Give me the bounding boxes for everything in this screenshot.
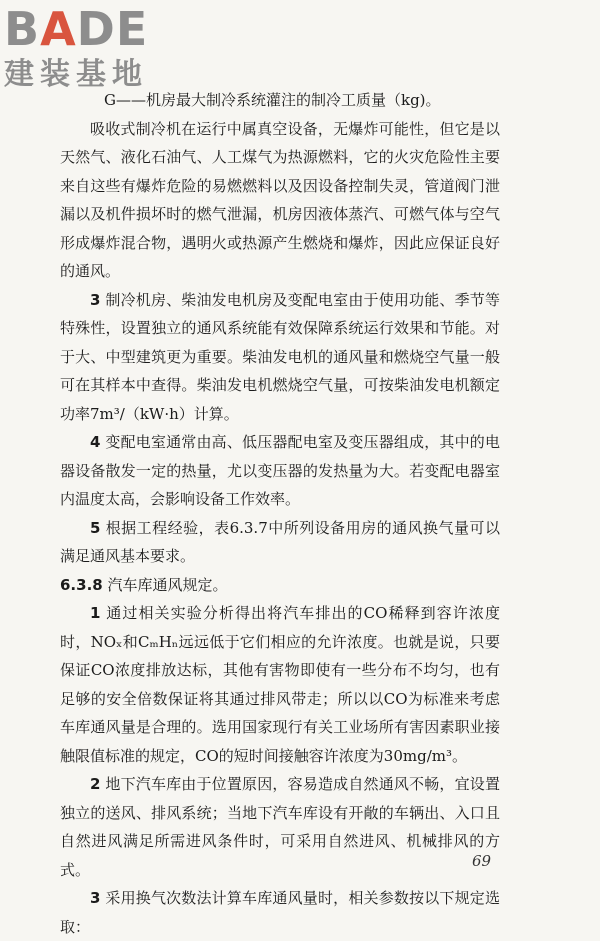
item-3-air-change-method xyxy=(60,884,500,941)
item-number: 3 xyxy=(90,290,101,309)
clause-title: 汽车库通风规定。 xyxy=(107,575,228,594)
paragraph-text: G——机房最大制冷系统灌注的制冷工质量（kg)。 xyxy=(104,91,441,109)
item-number: 3 xyxy=(90,889,101,907)
item-2-underground-garage xyxy=(60,770,500,884)
paragraph-text: 根据工程经验，表6.3.7中所列设备用房的通风换气量可以满足通风基本要求。 xyxy=(60,518,500,565)
paragraph-text: 变配电室通常由高、低压器配电室及变压器组成，其中的电器设备散发一定的热量，尤以变压器的发热量为大。若变配电器室内温度太高，会影响设备工作效率。 xyxy=(60,433,500,508)
page-number: 69 xyxy=(472,852,492,870)
paragraph-text: 制冷机房、柴油发电机房及变配电室由于使用功能、季节等特殊性，设置独立的通风系统能有效保障系统运行效果和节能。对于大、中型建筑更为重要。柴油发电机的通风量和燃烧空气量一般可在其样本中查得。柴油发电机燃烧空气量，可按柴油发电机额定功率7m³/（kW·h）计算。 xyxy=(60,290,500,423)
clause-6-3-8-heading xyxy=(60,571,500,600)
logo-latin xyxy=(4,4,184,54)
logo-chinese-text: 建装基地 xyxy=(4,57,148,92)
paragraph-absorption-chiller xyxy=(60,115,500,286)
item-number: 4 xyxy=(90,433,101,451)
paragraph-text: 通过相关实验分析得出将汽车排出的CO稀释到容许浓度时，NOₓ和CₘHₙ远远低于它们相应的允许浓度。也就是说，只要保证CO浓度排放达标，其他有害物即使有一些分布不均匀，也有足够的安全倍数保证将其通过排风带走；所以以CO为标准来考虑车库通风量是合理的。选用国家现行有关工业场所有害因素职业接触限值标准的规定，CO的短时间接触容许浓度为30mg/m³。 xyxy=(60,604,500,765)
bade-logo xyxy=(4,4,184,96)
paragraph-text: 吸收式制冷机在运行中属真空设备，无爆炸可能性，但它是以天然气、液化石油气、人工煤气为热源燃料，它的火灾危险性主要来自这些有爆炸危险的易燃燃料以及因设备控制失灵，管道阀门泄漏以及机件损坏时的燃气泄漏，机房因液体蒸汽、可燃气体与空气形成爆炸混合物，遇明火或热源产生燃烧和爆炸，因此应保证良好的通风。 xyxy=(60,119,500,280)
paragraph-text: 地下汽车库由于位置原因，容易造成自然通风不畅，宜设置独立的送风、排风系统；当地下汽车库设有开敞的车辆出、入口且自然进风满足所需进风条件时，可采用自然进风、机械排风的方式。 xyxy=(60,775,500,879)
item-5-experience xyxy=(60,514,500,571)
clause-number: 6.3.8 xyxy=(60,575,103,594)
item-1-co-dilution xyxy=(60,599,500,770)
item-number: 5 xyxy=(90,518,101,537)
item-number: 2 xyxy=(90,775,101,793)
item-number: 1 xyxy=(90,604,101,622)
logo-latin-text: BADE xyxy=(4,2,149,56)
item-4-substation xyxy=(60,428,500,514)
document-body xyxy=(60,86,500,941)
item-3-machine-rooms xyxy=(60,286,500,429)
paragraph-text: 采用换气次数法计算车库通风量时，相关参数按以下规定选取： xyxy=(60,889,500,936)
